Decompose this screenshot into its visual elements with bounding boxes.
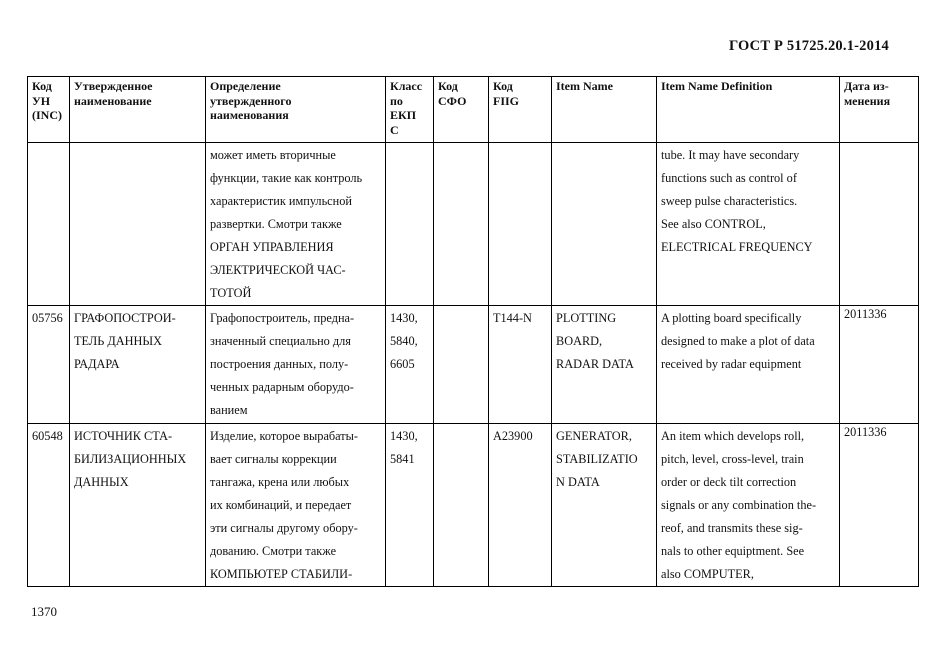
col-header-change-date: Дата из- менения — [840, 77, 919, 143]
standard-number: ГОСТ Р 51725.20.1-2014 — [728, 38, 889, 54]
cell-sfo — [434, 143, 489, 306]
col-header-sfo: Код СФО — [434, 77, 489, 143]
cell-item-name: GENERATOR, STABILIZATIO N DATA — [552, 424, 657, 587]
cell-sfo — [434, 306, 489, 424]
col-header-item-name: Item Name — [552, 77, 657, 143]
cell-date: 2011336 — [840, 306, 919, 424]
col-header-fiig: Код FIIG — [489, 77, 552, 143]
cell-item-definition: A plotting board specifically designed to make a plot of data received by radar equipment — [657, 306, 840, 424]
page-number: 1370 — [31, 604, 57, 619]
table-row — [28, 424, 919, 587]
cell-name: ИСТОЧНИК СТА- БИЛИЗАЦИОННЫХ ДАННЫХ — [70, 424, 206, 587]
cell-fiig: T144-N — [489, 306, 552, 424]
cell-item-definition: tube. It may have secondary functions such as control of sweep pulse characteristics. See also CONTROL, ELECTRICAL FREQUENCY — [657, 143, 840, 306]
cell-name: ГРАФОПОСТРОИ- ТЕЛЬ ДАННЫХ РАДАРА — [70, 306, 206, 424]
cell-date — [840, 143, 919, 306]
cell-definition: Изделие, которое вырабаты- вает сигналы коррекции тангажа, крена или любых их комбинаций, и передает эти сигналы другому обору- дованию. Смотри также КОМПЬЮТЕР СТАБИЛИ- — [206, 424, 386, 587]
table-row — [28, 306, 919, 424]
col-header-class: Класс по ЕКП С — [386, 77, 434, 143]
cell-sfo — [434, 424, 489, 587]
col-header-approved-name: Утвержденное наименование — [70, 77, 206, 143]
cell-fiig: A23900 — [489, 424, 552, 587]
cell-class: 1430, 5840, 6605 — [386, 306, 434, 424]
cell-item-name — [552, 143, 657, 306]
col-header-code: Код УН (INC) — [28, 77, 70, 143]
cell-code — [28, 143, 70, 306]
cell-code: 60548 — [28, 424, 70, 587]
cell-definition: Графопостроитель, предна- значенный специально для построения данных, полу- ченных радарным оборудо- ванием — [206, 306, 386, 424]
table-header-row — [28, 77, 919, 143]
cell-item-name: PLOTTING BOARD, RADAR DATA — [552, 306, 657, 424]
cell-code: 05756 — [28, 306, 70, 424]
cell-class: 1430, 5841 — [386, 424, 434, 587]
catalog-table — [27, 76, 919, 587]
table-row — [28, 143, 919, 306]
cell-definition: может иметь вторичные функции, такие как контроль характеристик импульсной развертки. Смотри также ОРГАН УПРАВЛЕНИЯ ЭЛЕКТРИЧЕСКОЙ ЧАС- ТОТОЙ — [206, 143, 386, 306]
cell-fiig — [489, 143, 552, 306]
col-header-definition: Определение утвержденного наименования — [206, 77, 386, 143]
cell-name — [70, 143, 206, 306]
cell-class — [386, 143, 434, 306]
col-header-item-definition: Item Name Definition — [657, 77, 840, 143]
cell-date: 2011336 — [840, 424, 919, 587]
cell-item-definition: An item which develops roll, pitch, level, cross-level, train order or deck tilt correction signals or any combination the- reof, and transmits these sig- nals to other equiptment. See also COMPUTER, — [657, 424, 840, 587]
